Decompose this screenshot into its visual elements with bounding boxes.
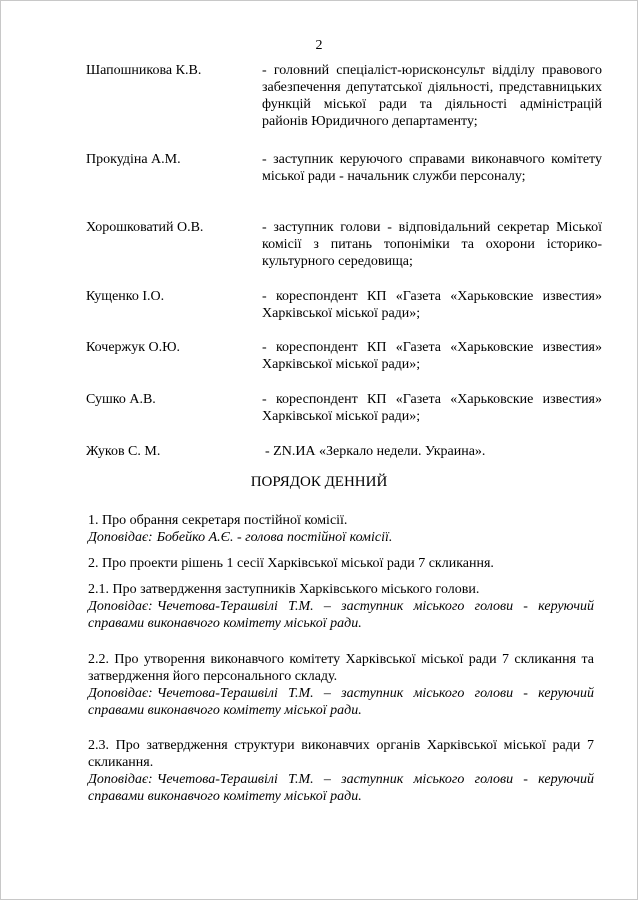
speaker-name: Бобейко А.Є. - голова постійної комісії. [156, 530, 393, 545]
attendee-name: Шапошникова К.В. [86, 63, 202, 78]
speaker-tag: Доповідає: [88, 686, 153, 701]
agenda-item-text: 2.2. Про утворення виконавчого комітету Харківської міської ради 7 скликання та затвердження його персонального складу. [88, 652, 594, 684]
speaker-tag: Доповідає: [88, 530, 153, 545]
agenda-item-text: 2. Про проекти рішень 1 сесії Харківської міської ради 7 скликання. [88, 556, 494, 571]
agenda-item-text: 2.3. Про затвердження структури виконавчих органів Харківської міської ради 7 скликання. [88, 738, 594, 770]
agenda-item [88, 651, 594, 719]
agenda-speaker [88, 529, 594, 546]
attendee-role: - заступник керуючого справами виконавчого комітету міської ради - начальник служби персоналу; [262, 152, 602, 184]
agenda-title: ПОРЯДОК ДЕННИЙ [250, 474, 388, 490]
speaker-name: Чечетова-Терашвілі Т.М. – заступник міського голови - керуючий справами виконавчого комітету міської ради. [88, 599, 594, 631]
agenda-item [88, 581, 594, 632]
agenda-speaker [88, 685, 594, 719]
agenda-speaker [88, 771, 594, 805]
agenda-item-text: 2.1. Про затвердження заступників Харківського міського голови. [88, 582, 480, 597]
attendee-name: Сушко А.В. [86, 392, 156, 407]
attendee-role: - кореспондент КП «Газета «Харьковские известия» Харківської міської ради»; [262, 289, 602, 321]
agenda-item-text: 1. Про обрання секретаря постійної комісії. [88, 513, 348, 528]
speaker-tag: Доповідає: [88, 599, 153, 614]
agenda-item [88, 737, 594, 805]
attendee-name: Кущенко І.О. [86, 289, 165, 304]
agenda-speaker [88, 598, 594, 632]
agenda-item [88, 512, 594, 546]
agenda-item [88, 555, 594, 572]
attendee-name: Жуков С. М. [86, 444, 161, 459]
attendee-name: Кочержук О.Ю. [86, 340, 181, 355]
attendee-role: - заступник голови - відповідальний секретар Міської комісії з питань топоніміки та охорони історико-культурного середовища; [262, 220, 602, 269]
speaker-tag: Доповідає: [88, 772, 153, 787]
attendee-role: - кореспондент КП «Газета «Харьковские известия» Харківської міської ради»; [262, 340, 602, 372]
speaker-name: Чечетова-Терашвілі Т.М. – заступник міського голови - керуючий справами виконавчого комітету міської ради. [88, 686, 594, 718]
attendee-role: - головний спеціаліст-юрисконсульт відділу правового забезпечення депутатської діяльності, представницьких функцій міської ради та діяльності адміністрацій районів Юридичного департаменту; [262, 63, 602, 129]
attendee-role: - ZN.ИА «Зеркало недели. Украина». [265, 444, 486, 459]
page-number: 2 [315, 38, 323, 53]
attendee-role: - кореспондент КП «Газета «Харьковские известия» Харківської міської ради»; [262, 392, 602, 424]
attendee-name: Хорошковатий О.В. [86, 220, 204, 235]
attendee-name: Прокудіна А.М. [86, 152, 181, 167]
speaker-name: Чечетова-Терашвілі Т.М. – заступник міського голови - керуючий справами виконавчого комітету міської ради. [88, 772, 594, 804]
